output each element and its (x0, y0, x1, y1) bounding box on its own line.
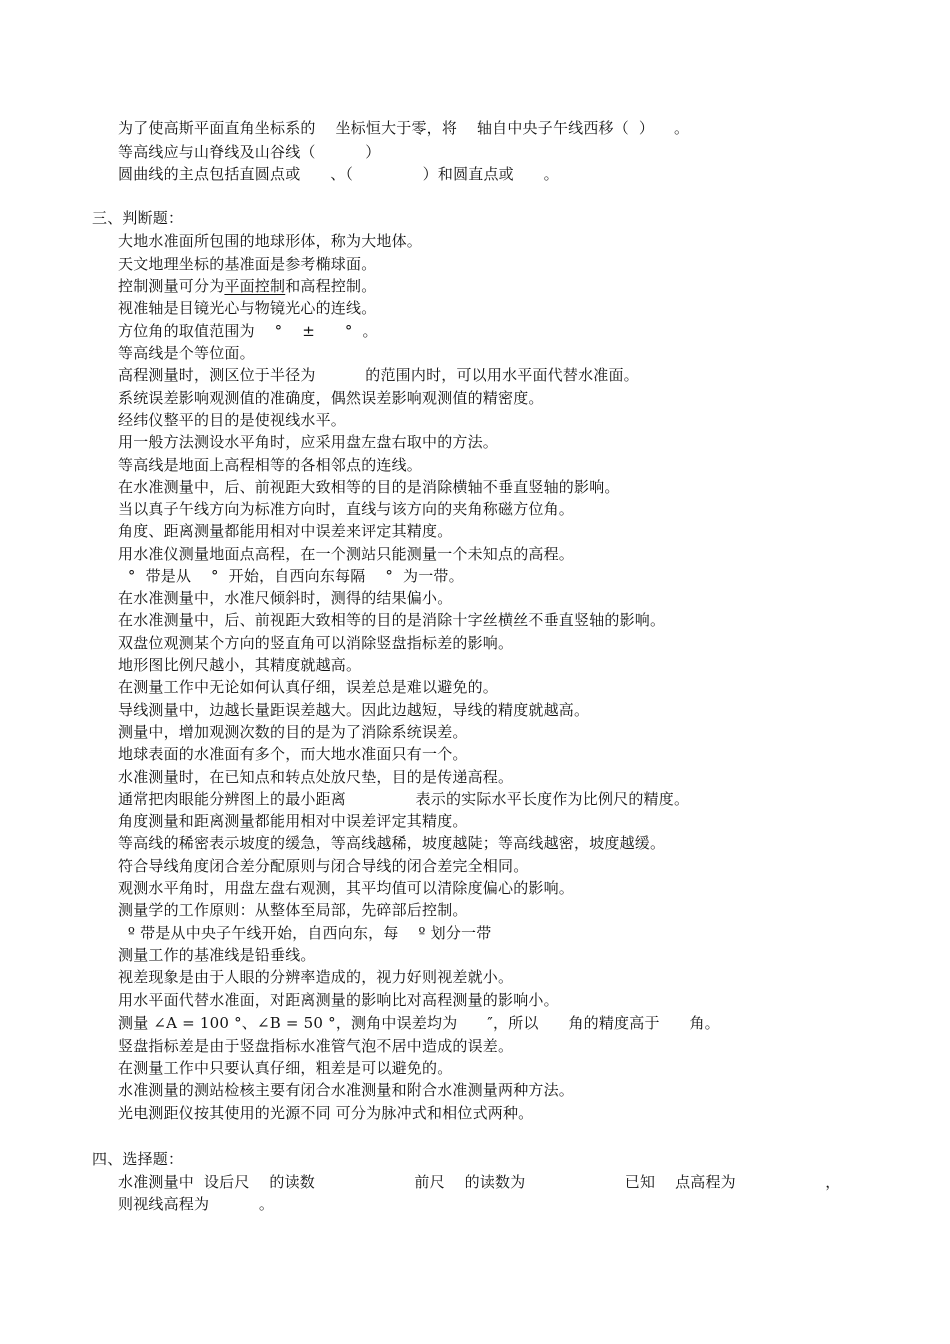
true-false-item: 等高线的稀密表示坡度的缓急，等高线越稀，坡度越陡；等高线越密，坡度越缓。 (118, 834, 666, 852)
true-false-item: 符合导线角度闭合差分配原则与闭合导线的闭合差完全相同。 (118, 857, 529, 875)
true-false-item: 观测水平角时，用盘左盘右观测，其平均值可以清除度偏心的影响。 (118, 879, 575, 897)
true-false-item: 地球表面的水准面有多个，而大地水准面只有一个。 (118, 745, 468, 763)
true-false-item: 通常把肉眼能分辨图上的最小距离 表示的实际水平长度作为比例尺的精度。 (118, 790, 690, 808)
multiple-choice-item-line: 水准测量中 设后尺 的读数 前尺 的读数为 已知 点高程为 ， (118, 1173, 841, 1191)
true-false-item: 用水准仪测量地面点高程，在一个测站只能测量一个未知点的高程。 (118, 545, 575, 563)
true-false-item: 天文地理坐标的基准面是参考椭球面。 (118, 255, 377, 273)
true-false-item: 测量学的工作原则：从整体至局部，先碎部后控制。 (118, 901, 468, 919)
true-false-item: 测量工作的基准线是铅垂线。 (118, 946, 316, 964)
true-false-item: 系统误差影响观测值的准确度，偶然误差影响观测值的精密度。 (118, 389, 544, 407)
true-false-item: 竖盘指标差是由于竖盘指标水准管气泡不居中造成的误差。 (118, 1037, 514, 1055)
fill-blank-item: 为了使高斯平面直角坐标系的 坐标恒大于零，将 轴自中央子午线西移（ ） 。 (118, 119, 690, 137)
true-false-item (118, 275, 376, 297)
true-false-item: 在测量工作中无论如何认真仔细，误差总是难以避免的。 (118, 678, 499, 696)
true-false-item: 水准测量的测站检核主要有闭合水准测量和附合水准测量两种方法。 (118, 1081, 575, 1099)
section-heading-multiple-choice: 四、选择题： (92, 1150, 184, 1168)
fill-blank-item: 等高线应与山脊线及山谷线（ ） (118, 143, 381, 161)
true-false-item: º 带是从中央子午线开始，自西向东，每 º 划分一带 (118, 924, 492, 942)
true-false-item: 在水准测量中，水准尺倾斜时，测得的结果偏小。 (118, 589, 453, 607)
true-false-item: 等高线是个等位面。 (118, 344, 255, 362)
item-text-post: 和高程控制。 (285, 277, 377, 295)
true-false-item: 测量中，增加观测次数的目的是为了消除系统误差。 (118, 723, 468, 741)
true-false-item: 视准轴是目镜光心与物镜光心的连线。 (118, 299, 377, 317)
true-false-item: 双盘位观测某个方向的竖直角可以消除竖盘指标差的影响。 (118, 634, 514, 652)
true-false-item: ° 带是从 ° 开始，自西向东每隔 ° 为一带。 (118, 567, 464, 585)
true-false-item: 在水准测量中，后、前视距大致相等的目的是消除横轴不垂直竖轴的影响。 (118, 478, 620, 496)
true-false-item: 光电测距仪按其使用的光源不同 可分为脉冲式和相位式两种。 (118, 1104, 534, 1122)
true-false-item: 在测量工作中只要认真仔细，粗差是可以避免的。 (118, 1059, 453, 1077)
item-text-pre: 控制测量可分为 (118, 277, 225, 295)
true-false-item: 在水准测量中，后、前视距大致相等的目的是消除十字丝横丝不垂直竖轴的影响。 (118, 611, 666, 629)
fill-blank-item: 圆曲线的主点包括直圆点或 、（ ）和圆直点或 。 (118, 165, 559, 183)
true-false-item: 测量 ∠A = 100 °、∠B = 50 °，测角中误差均为 ″，所以 角的精度高于 角。 (118, 1014, 720, 1032)
true-false-item: 经纬仪整平的目的是使视线水平。 (118, 411, 347, 429)
true-false-item: 地形图比例尺越小，其精度就越高。 (118, 656, 362, 674)
true-false-item: 大地水准面所包围的地球形体，称为大地体。 (118, 232, 423, 250)
multiple-choice-item-line: 则视线高程为 。 (118, 1195, 275, 1213)
section-heading-true-false: 三、判断题： (92, 209, 184, 227)
true-false-item: 用一般方法测设水平角时，应采用盘左盘右取中的方法。 (118, 433, 499, 451)
true-false-item: 等高线是地面上高程相等的各相邻点的连线。 (118, 456, 423, 474)
true-false-item: 角度、距离测量都能用相对中误差来评定其精度。 (118, 522, 453, 540)
true-false-item: 方位角的取值范围为 ° ± ° 。 (118, 322, 378, 340)
true-false-item: 导线测量中，边越长量距误差越大。因此边越短，导线的精度就越高。 (118, 701, 590, 719)
true-false-item: 角度测量和距离测量都能用相对中误差评定其精度。 (118, 812, 468, 830)
underlined-term: 平面控制 (224, 277, 286, 295)
true-false-item: 视差现象是由于人眼的分辨率造成的，视力好则视差就小。 (118, 968, 514, 986)
true-false-item: 用水平面代替水准面，对距离测量的影响比对高程测量的影响小。 (118, 991, 559, 1009)
true-false-item: 高程测量时，测区位于半径为 的范围内时，可以用水平面代替水准面。 (118, 366, 639, 384)
true-false-item: 当以真子午线方向为标准方向时，直线与该方向的夹角称磁方位角。 (118, 500, 575, 518)
true-false-item: 水准测量时，在已知点和转点处放尺垫，目的是传递高程。 (118, 768, 514, 786)
